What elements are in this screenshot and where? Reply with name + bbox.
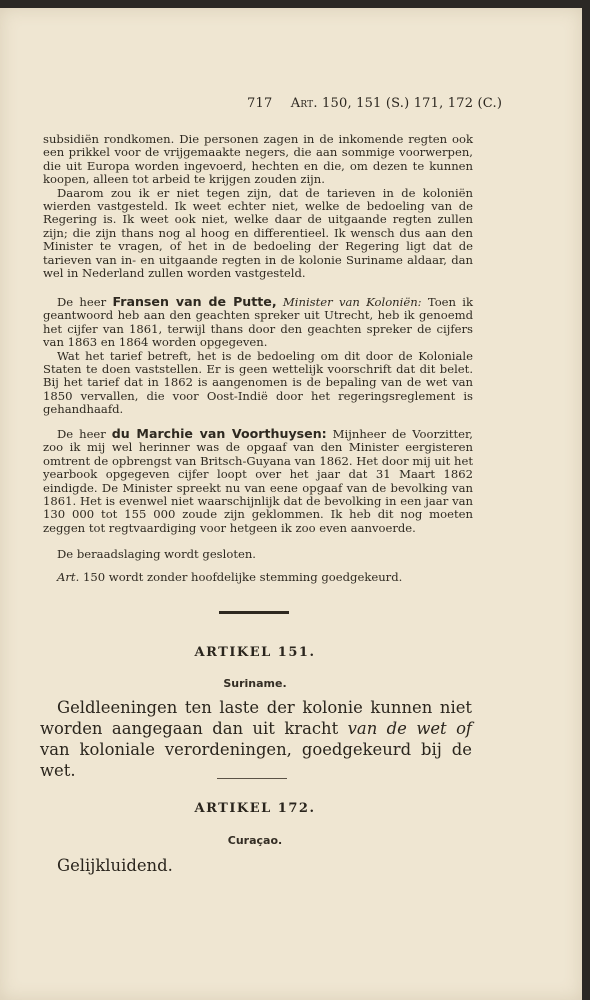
article-151-heading: ARTIKEL 151. — [194, 645, 316, 660]
paragraph: Wat het tarief betreft, het is de bedoeling om dit door de Koloniale Staten te doen vaststellen. Er is geen wettelijk voorschrift dat dit belet. Bij het tarief dat in 1862 is aangenomen is de bepaling van de wet van 1850 vervallen, die voor Oost-Indië door het regeringsreglement is gehandhaafd. — [43, 348, 473, 417]
paragraph: De beraadslaging wordt gesloten. — [57, 547, 256, 561]
page-number: 717 — [247, 96, 273, 111]
member-speech — [43, 427, 473, 535]
article-172-heading: ARTIKEL 172. — [194, 801, 316, 816]
paragraph: De heer Fransen van de Putte, Minister van Koloniën: Toen ik geantwoord heb aan den geachten spreker uit Utrecht, heb ik genoemd het cijfer van 1861, terwijl thans door den geachten spreker de cijfers van 1863 en 1864 worden opgegeven. — [43, 294, 474, 350]
minister-speech — [43, 295, 473, 417]
vote-line — [43, 571, 473, 584]
speaker-title: Minister van Koloniën: — [282, 295, 422, 309]
paragraph: subsidiën rondkomen. Die personen zagen in de inkomende regten ook een prikkel voor de vrijgemaakte negers, die aan sommige voorwerpen, die uit Europa worden ingevoerd, hechten en die, om dezen te kunnen koopen, alleen tot arbeid te krijgen zouden zijn. — [43, 132, 473, 187]
article-172-subheading: Curaçao. — [227, 834, 283, 847]
paragraph: Daarom zou ik er niet tegen zijn, dat de tarieven in de koloniën wierden vastgesteld. Ik weet echter niet, welke de bedoeling van de Regering is. Ik weet ook niet, welke daar de uitgaande regten zullen zijn; die zijn thans nog al hoog en differentieel. Ik wensch dus aan den Minister te vragen, of het in de bedoeling der Regering ligt dat de tarieven van in- en uitgaande regten in de kolonie Suriname aldaar, dan wel in Nederland zullen worden vastgesteld. — [43, 185, 473, 281]
section-divider — [219, 611, 289, 614]
speaker-name: du Marchie van Voorthuysen: — [111, 426, 327, 441]
paragraph: Art. 150 wordt zonder hoofdelijke stemming goedgekeurd. — [57, 570, 403, 584]
closing-line — [43, 548, 473, 561]
running-header — [247, 96, 503, 111]
speaker-name: Fransen van de Putte, — [112, 294, 277, 309]
article-reference: Art. 150, 151 (S.) 171, 172 (C.) — [290, 96, 503, 111]
article-151-text: Geldleeningen ten laste der kolonie kunnen niet worden aangegaan dan uit kracht van de wet of van koloniale verordeningen, goedgekeurd bij de wet. — [40, 698, 473, 780]
section-divider — [217, 778, 287, 779]
opening-paragraphs — [43, 133, 473, 280]
scan-border-right — [582, 0, 590, 1000]
paragraph: De heer du Marchie van Voorthuysen: Mijnheer de Voorzitter, zoo ik mij wel herinner was de opgaaf van den Minister eergisteren omtrent de opbrengst van Britsch-Guyana van 1862. Het door mij uit het yearbook opgegeven cijfer loopt over het jaar dat 31 Maart 1862 eindigde. De Minister spreekt nu van eene opgaaf van de bevolking van 1861. Het is evenwel niet waarschijnlijk dat de bevolking in een jaar van 130 000 tot 155 000 zoude zijn geklommen. Ik heb dit nog moeten zeggen tot regtvaardiging voor hetgeen ik zoo even aanvoerde. — [43, 426, 473, 535]
article-151-subheading: Suriname. — [223, 677, 287, 690]
article-172-text: Gelijkluidend. — [57, 856, 173, 875]
scan-border-top — [0, 0, 590, 8]
book-page — [0, 8, 582, 1000]
